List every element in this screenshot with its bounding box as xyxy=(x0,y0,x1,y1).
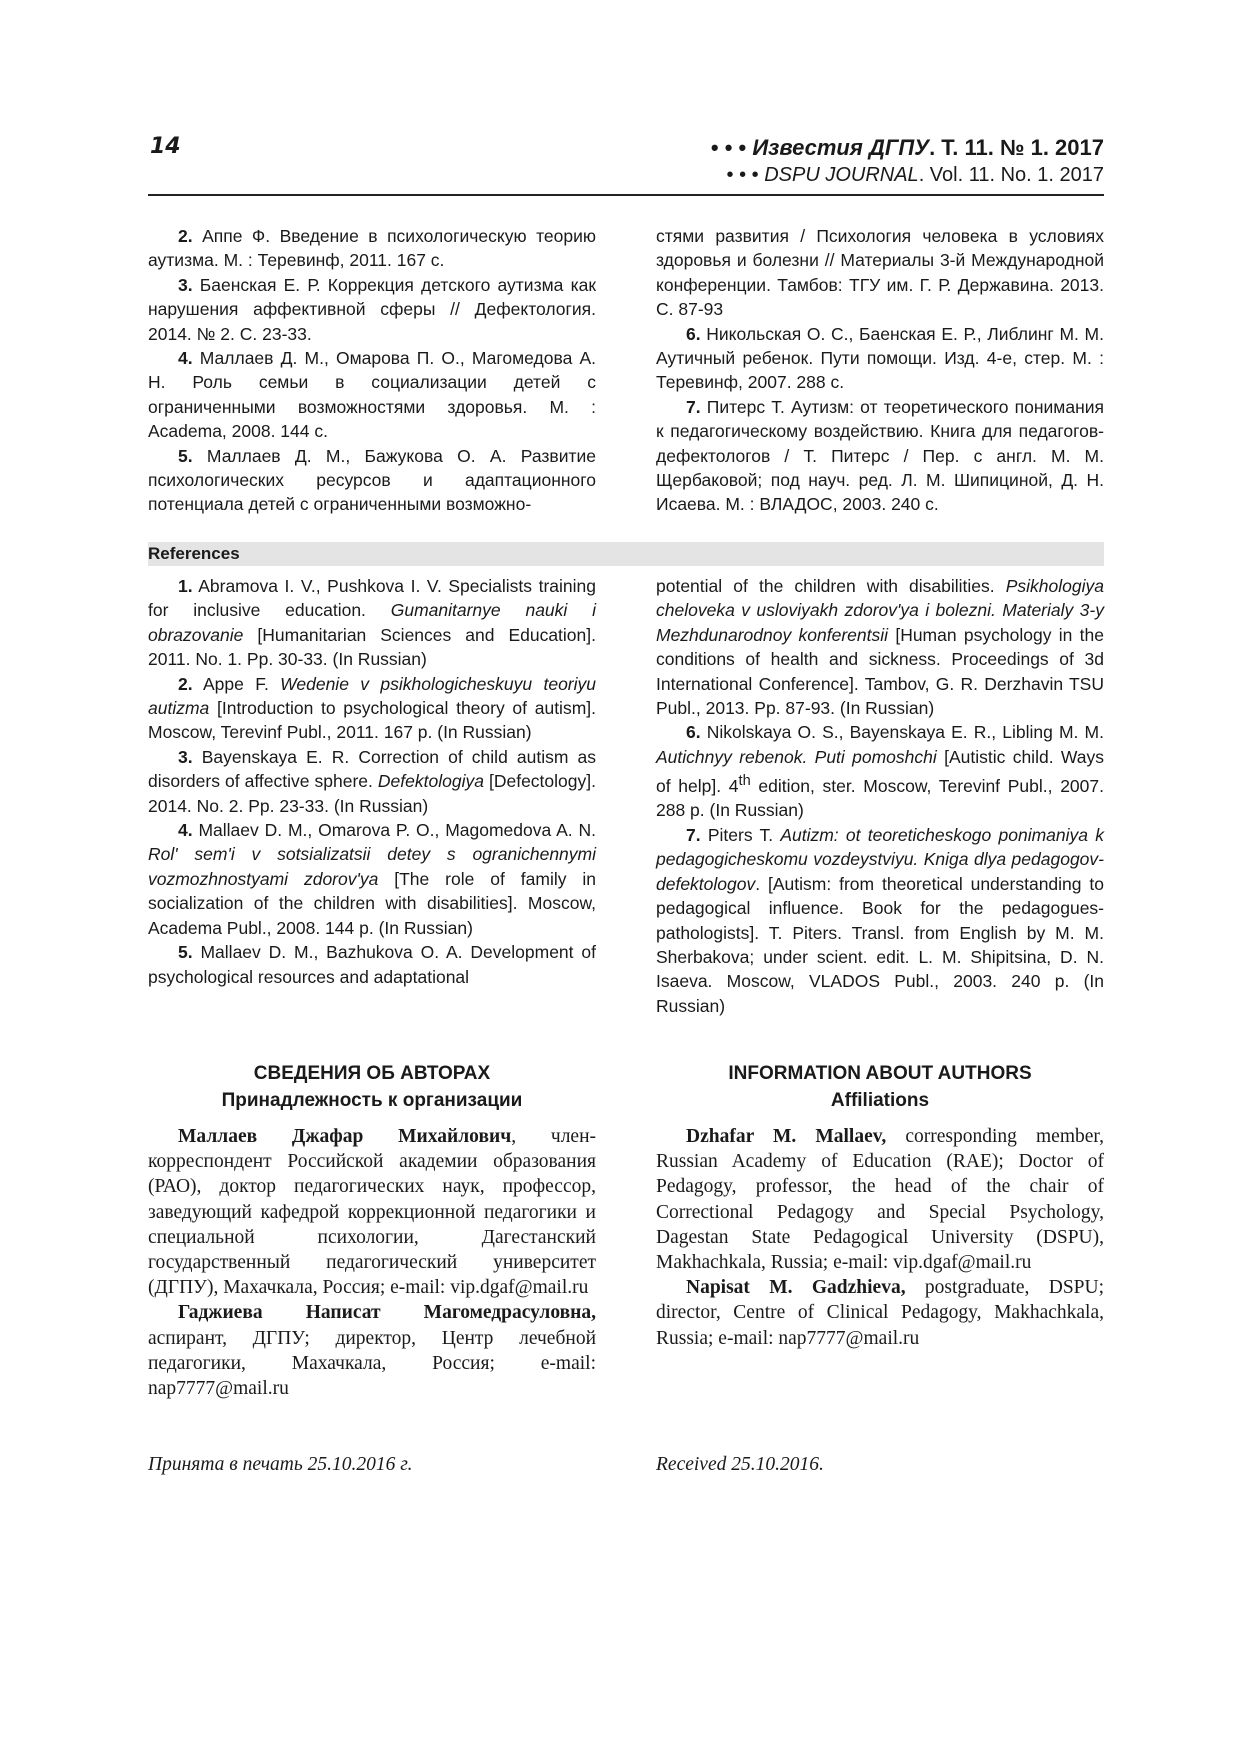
en-ref-6: 6. Nikolskaya O. S., Bayenskaya E. R., Libling M. M. Autichnyy rebenok. Puti pomoshchi [Autistic child. Ways of help]. 4th edition, ster. Moscow, Terevinf Publ., 2007. 288 p. (In Russian) xyxy=(656,722,1104,821)
ru-references-right xyxy=(656,224,1104,517)
authors-ru xyxy=(148,1124,596,1401)
references-heading: References xyxy=(148,542,1104,566)
running-header xyxy=(711,134,1104,188)
ru-ref-6: 6. Никольская О. С., Баенская Е. Р., Либлинг М. М. Аутичный ребенок. Пути помощи. Изд. 4-е, стер. М. : Теревинф, 2007. 288 с. xyxy=(656,323,1104,393)
author-1-en: Dzhafar M. Mallaev, corresponding member, Russian Academy of Education (RAE); Doctor of Pedagogy, professor, the head of the chair of Correctional Pedagogy and Special Psychology, Dagestan State Pedagogical University (DSPU), Makhachkala, Russia; e-mail: vip.dgaf@mail.ru xyxy=(656,1126,1104,1274)
author-2-en: Napisat M. Gadzhieva, postgraduate, DSPU; director, Centre of Clinical Pedagogy, Makhachkala, Russia; e-mail: nap7777@mail.ru xyxy=(656,1277,1105,1349)
en-references-left xyxy=(148,574,596,989)
received-date-en: Received 25.10.2016. xyxy=(656,1454,824,1475)
en-references-right xyxy=(656,574,1104,1018)
ru-ref-3: 3. Баенская Е. Р. Коррекция детского аутизма как нарушения аффективной сферы // Дефектология. 2014. № 2. С. 23-33. xyxy=(148,274,596,344)
author-2-ru: Гаджиева Написат Магомедрасуловна, аспирант, ДГПУ; директор, Центр лечебной педагогики, Махачкала, Россия; e-mail: nap7777@mail.ru xyxy=(148,1302,596,1400)
ru-references-left xyxy=(148,224,596,517)
en-ref-1: 1. Abramova I. V., Pushkova I. V. Specialists training for inclusive education. Gumanitarnye nauki i obrazovanie [Humanitarian Sciences and Education]. 2011. No. 1. Pp. 30-33. (In Russian) xyxy=(148,576,596,670)
authors-en xyxy=(656,1124,1104,1351)
page-number: 14 xyxy=(150,134,181,159)
ru-ref-4: 4. Маллаев Д. М., Омарова П. О., Магомедова А. Н. Роль семьи в социализации детей с ограниченными возможностями здоровья. М. : Academa, 2008. 144 с. xyxy=(148,348,596,442)
ru-ref-7: 7. Питерс Т. Аутизм: от теоретического понимания к педагогическому воздействию. Книга для педагогов-дефектологов / Т. Питерс / Пер. с англ. М. М. Щербаковой; под науч. ред. Л. М. Шипициной, Д. Н. Исаева. М. : ВЛАДОС, 2003. 240 с. xyxy=(656,396,1104,515)
header-divider xyxy=(148,194,1104,196)
author-1-ru: Маллаев Джафар Михайлович, член-корреспондент Российской академии образования (РАО), доктор педагогических наук, профессор, заведующий кафедрой коррекционной педагогики и специальной психологии, Дагестанский государственный педагогический университет (ДГПУ), Махачкала, Россия; e-mail: vip.dgaf@mail.ru xyxy=(148,1126,597,1299)
ru-ref-2: 2. Аппе Ф. Введение в психологическую теорию аутизма. М. : Теревинф, 2011. 167 с. xyxy=(148,226,596,271)
en-ref-5-continued: potential of the children with disabilities. Psikhologiya cheloveka v usloviyakh zdorov'ya i bolezni. Materialy 3-y Mezhdunarodnoy konferentsii [Human psychology in the conditions of health and sickness. Proceedings of 3d International Conference]. Tambov, G. R. Derzhavin TSU Publ., 2013. Pp. 87-93. (In Russian) xyxy=(656,576,1104,719)
ru-ref-5-continued: стями развития / Психология человека в условиях здоровья и болезни // Материалы 3-й Международной конференции. Тамбов: ТГУ им. Г. Р. Державина. 2013. С. 87-93 xyxy=(656,226,1104,320)
authors-heading-ru: СВЕДЕНИЯ ОБ АВТОРАХ Принадлежность к организации xyxy=(221,1063,523,1111)
en-ref-4: 4. Mallaev D. M., Omarova P. O., Magomedova A. N. Rol' sem'i v sotsializatsii detey s ogranichennymi vozmozhnostyami zdorov'ya [The role of family in socialization of the children with disabilities]. Moscow, Academa Publ., 2008. 144 p. (In Russian) xyxy=(148,820,597,938)
en-ref-2: 2. Appe F. Wedenie v psikhologicheskuyu teoriyu autizma [Introduction to psychological theory of autism]. Moscow, Terevinf Publ., 2011. 167 p. (In Russian) xyxy=(148,673,596,743)
ru-ref-5: 5. Маллаев Д. М., Бажукова О. А. Развитие психологических ресурсов и адаптационного потенциала детей с ограниченными возможно- xyxy=(148,445,596,515)
accepted-date-ru: Принята в печать 25.10.2016 г. xyxy=(148,1454,413,1475)
journal-title-en: • • • DSPU JOURNAL. Vol. 11. No. 1. 2017 xyxy=(726,164,1104,186)
journal-title-ru: • • • Известия ДГПУ. Т. 11. № 1. 2017 xyxy=(710,135,1104,160)
authors-heading-en: INFORMATION ABOUT AUTHORS Affiliations xyxy=(728,1063,1032,1111)
en-ref-3: 3. Bayenskaya E. R. Correction of child autism as disorders of affective sphere. Defektologiya [Defectology]. 2014. No. 2. Pp. 23-33. (In Russian) xyxy=(148,746,596,816)
en-ref-7: 7. Piters T. Autizm: ot teoreticheskogo ponimaniya k pedagogicheskomu vozdeystviyu. Kniga dlya pedagogov-defektologov. [Autism: from theoretical understanding to pedagogical influence. Book for the pedagogues-pathologists]. T. Piters. Transl. from English by M. M. Sherbakova; under scient. edit. L. M. Shipitsina, D. N. Isaeva. Moscow, VLADOS Publ., 2003. 240 p. (In Russian) xyxy=(656,824,1104,1016)
en-ref-5: 5. Mallaev D. M., Bazhukova O. A. Development of psychological resources and adaptational xyxy=(148,942,596,987)
